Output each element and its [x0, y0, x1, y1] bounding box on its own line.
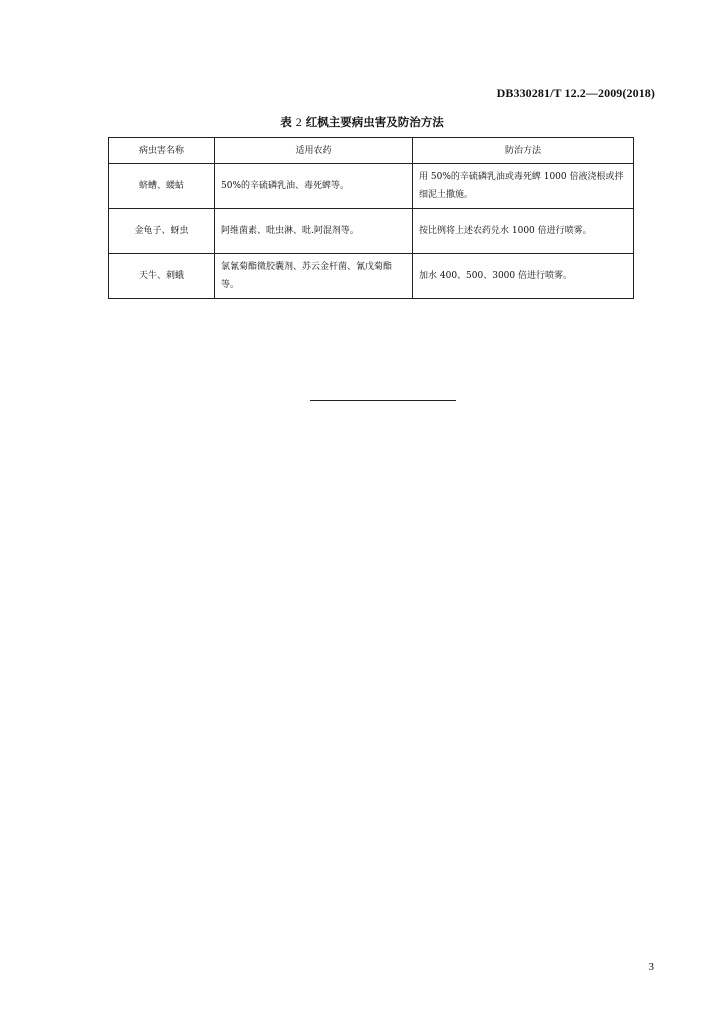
header-pest-name: 病虫害名称: [109, 138, 215, 164]
table-header-row: [109, 138, 634, 164]
control-method-cell: 按比例将上述农药兑水 1000 倍进行喷雾。: [413, 209, 634, 254]
pest-name-cell: 蛴螬、蝼蛄: [109, 164, 215, 209]
document-id: DB330281/T 12.2—2009(2018): [496, 86, 655, 100]
table-title-prefix: 表: [280, 115, 296, 129]
pest-name-cell: 金龟子、蚜虫: [109, 209, 215, 254]
control-method-cell: 用 50%的辛硫磷乳油或毒死蜱 1000 倍液浇根或拌细泥土撒施。: [413, 164, 634, 209]
pesticide-cell: 50%的辛硫磷乳油、毒死蜱等。: [215, 164, 413, 209]
table-row: [109, 254, 634, 299]
end-of-document-rule: [310, 400, 456, 401]
control-method-cell: 加水 400、500、3000 倍进行喷雾。: [413, 254, 634, 299]
header-control-method: 防治方法: [413, 138, 634, 164]
table-title: [0, 114, 724, 130]
pest-control-table: [108, 137, 634, 299]
pesticide-cell: 氯氰菊酯微胶囊剂、苏云金杆菌、氰戊菊酯等。: [215, 254, 413, 299]
table-title-text: 红枫主要病虫害及防治方法: [301, 115, 444, 129]
table-title-number: 2: [295, 115, 302, 129]
table-row: [109, 164, 634, 209]
pest-name-cell: 天牛、刺蛾: [109, 254, 215, 299]
page-number: 3: [648, 961, 654, 973]
pesticide-cell: 阿维菌素、吡虫淋、吡.阿混剂等。: [215, 209, 413, 254]
table-row: [109, 209, 634, 254]
header-pesticide: 适用农药: [215, 138, 413, 164]
